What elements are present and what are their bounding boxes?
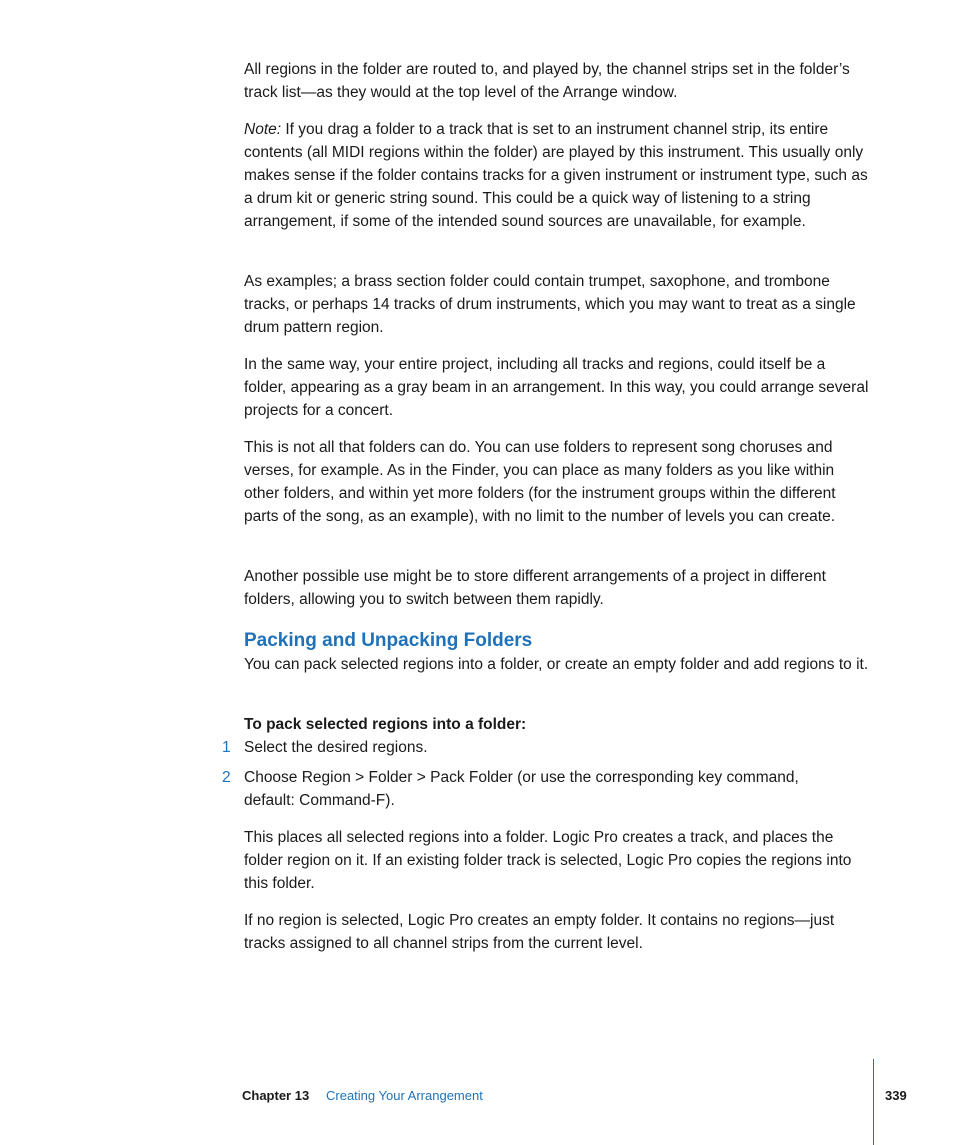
note-label: Note:	[244, 121, 282, 138]
paragraph-project-folder: In the same way, your entire project, including all tracks and regions, could itself be a folder, appearing as a gray beam in an arrangement. In this way, you could arrange several projects for a concert.	[244, 356, 869, 419]
paragraph-pack-result: This places all selected regions into a folder. Logic Pro creates a track, and places the folder region on it. If an existing folder track is selected, Logic Pro copies the regions into this folder.	[244, 829, 852, 892]
step-item	[222, 736, 894, 759]
section-intro: You can pack selected regions into a folder, or create an empty folder and add regions to it.	[244, 656, 869, 673]
step-item	[222, 766, 894, 812]
note-paragraph	[244, 118, 869, 233]
step-number: 1	[222, 739, 231, 756]
footer-chapter: Chapter 13	[242, 1088, 310, 1103]
paragraph-empty-folder: If no region is selected, Logic Pro creates an empty folder. It contains no regions—just tracks assigned to all channel strips from the current level.	[244, 912, 835, 952]
footer-divider	[873, 1059, 874, 1145]
note-text: If you drag a folder to a track that is set to an instrument channel strip, its entire contents (all MIDI regions within the folder) are played by this instrument. This usually only makes sense if the folder contains tracks for a given instrument or instrument type, such as a drum kit or generic string sound. This could be a quick way of listening to a string arrangement, if some of the intended sound sources are unavailable, for example.	[244, 121, 868, 230]
footer-chapter-title[interactable]: Creating Your Arrangement	[326, 1088, 483, 1103]
paragraph-folder-uses: This is not all that folders can do. You can use folders to represent song choruses and verses, for example. As in the Finder, you can place as many folders as you like within other folders, and within yet more folders (for the instrument groups within the different parts of the song, as an example), with no limit to the number of levels you can create.	[244, 439, 836, 525]
task-title: To pack selected regions into a folder:	[244, 716, 527, 733]
paragraph-examples: As examples; a brass section folder could contain trumpet, saxophone, and trombone tracks, or perhaps 14 tracks of drum instruments, which you may want to treat as a single drum pattern region.	[244, 273, 856, 336]
page-number: 339	[885, 1088, 907, 1103]
step-text: Select the desired regions.	[244, 739, 428, 756]
step-text: Choose Region > Folder > Pack Folder (or use the corresponding key command, default: Command-F).	[244, 769, 799, 809]
section-heading: Packing and Unpacking Folders	[244, 630, 533, 651]
paragraph-routing: All regions in the folder are routed to, and played by, the channel strips set in the folder’s track list—as they would at the top level of the Arrange window.	[244, 61, 850, 101]
paragraph-arrangements: Another possible use might be to store different arrangements of a project in different folders, allowing you to switch between them rapidly.	[244, 568, 826, 608]
step-number: 2	[222, 769, 231, 786]
